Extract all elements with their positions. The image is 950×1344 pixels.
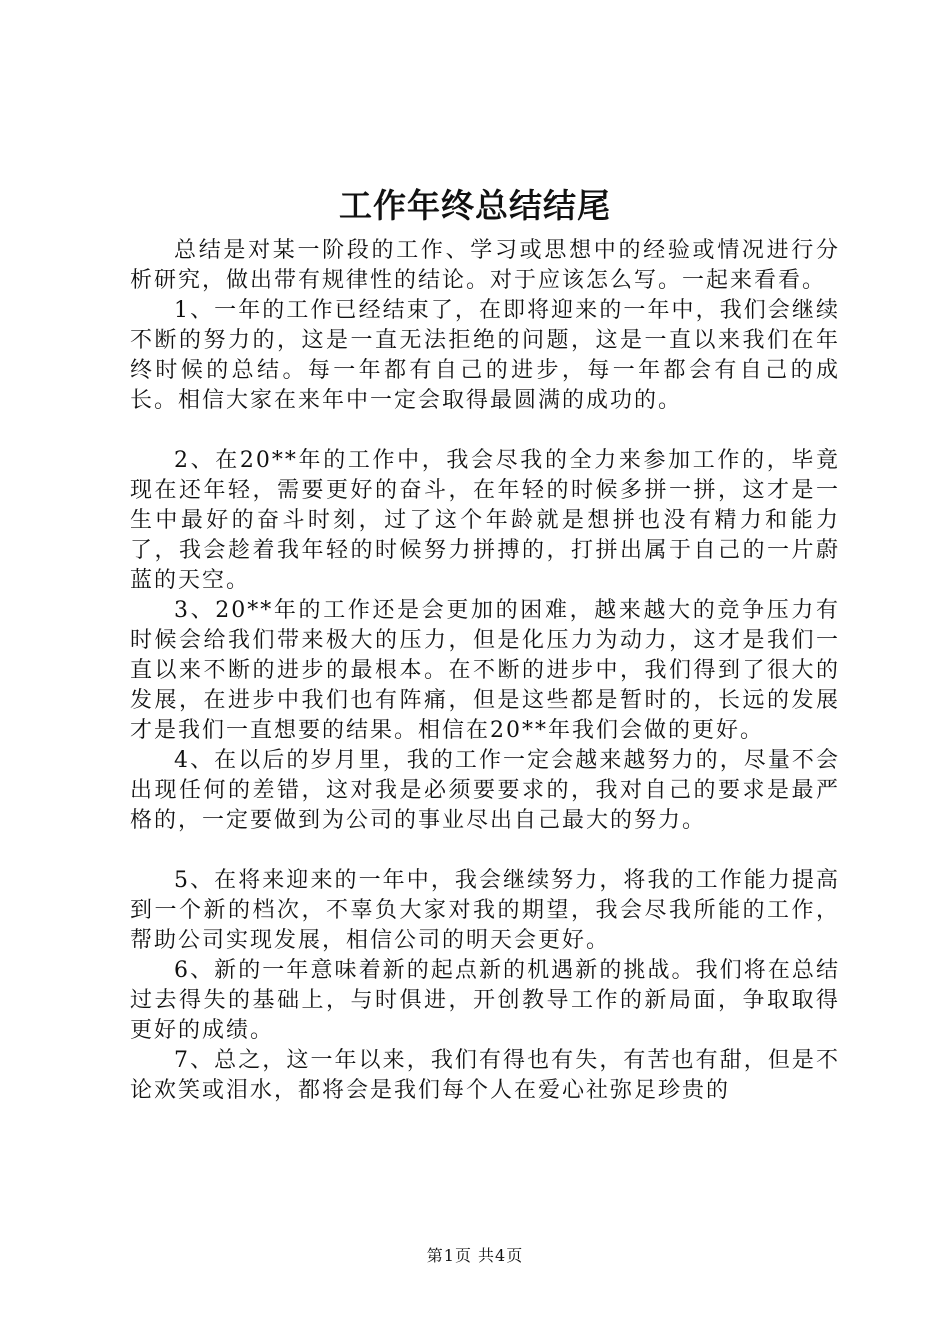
paragraph-3: 3、20**年的工作还是会更加的困难，越来越大的竞争压力有时候会给我们带来极大的压力，但是化压力为动力，这才是我们一直以来不断的进步的最根本。在不断的进步中，我们得到了很大的发展，在进步中我们也有阵痛，但是这些都是暂时的，长远的发展才是我们一直想要的结果。相信在20**年我们会做的更好。 <box>130 598 840 743</box>
paragraph-4: 4、在以后的岁月里，我的工作一定会越来越努力的，尽量不会出现任何的差错，这对我是必须要要求的，我对自己的要求是最严格的，一定要做到为公司的事业尽出自己最大的努力。 <box>130 748 840 833</box>
paragraph-intro: 总结是对某一阶段的工作、学习或思想中的经验或情况进行分析研究，做出带有规律性的结论。对于应该怎么写。一起来看看。 <box>130 238 840 293</box>
paragraph-7: 7、总之，这一年以来，我们有得也有失，有苦也有甜，但是不论欢笑或泪水，都将会是我们每个人在爱心社弥足珍贵的 <box>130 1048 840 1103</box>
paragraph-6: 6、新的一年意味着新的起点新的机遇新的挑战。我们将在总结过去得失的基础上，与时俱进，开创教导工作的新局面，争取取得更好的成绩。 <box>130 958 840 1043</box>
paragraph-1: 1、一年的工作已经结束了，在即将迎来的一年中，我们会继续不断的努力的，这是一直无法拒绝的问题，这是一直以来我们在年终时候的总结。每一年都有自己的进步，每一年都会有自己的成长。相信大家在来年中一定会取得最圆满的成功的。 <box>130 298 840 413</box>
document-body <box>130 236 840 1106</box>
paragraph-2: 2、在20**年的工作中，我会尽我的全力来参加工作的，毕竟现在还年轻，需要更好的奋斗，在年轻的时候多拼一拼，这才是一生中最好的奋斗时刻，过了这个年龄就是想拼也没有精力和能力了，我会趁着我年轻的时候努力拼搏的，打拼出属于自己的一片蔚蓝的天空。 <box>130 448 840 593</box>
document-title: 工作年终总结结尾 <box>339 186 611 225</box>
page-number-footer: 第1页 共4页 <box>426 1246 524 1265</box>
paragraph-5: 5、在将来迎来的一年中，我会继续努力，将我的工作能力提高到一个新的档次，不辜负大家对我的期望，我会尽我所能的工作，帮助公司实现发展，相信公司的明天会更好。 <box>130 868 840 953</box>
